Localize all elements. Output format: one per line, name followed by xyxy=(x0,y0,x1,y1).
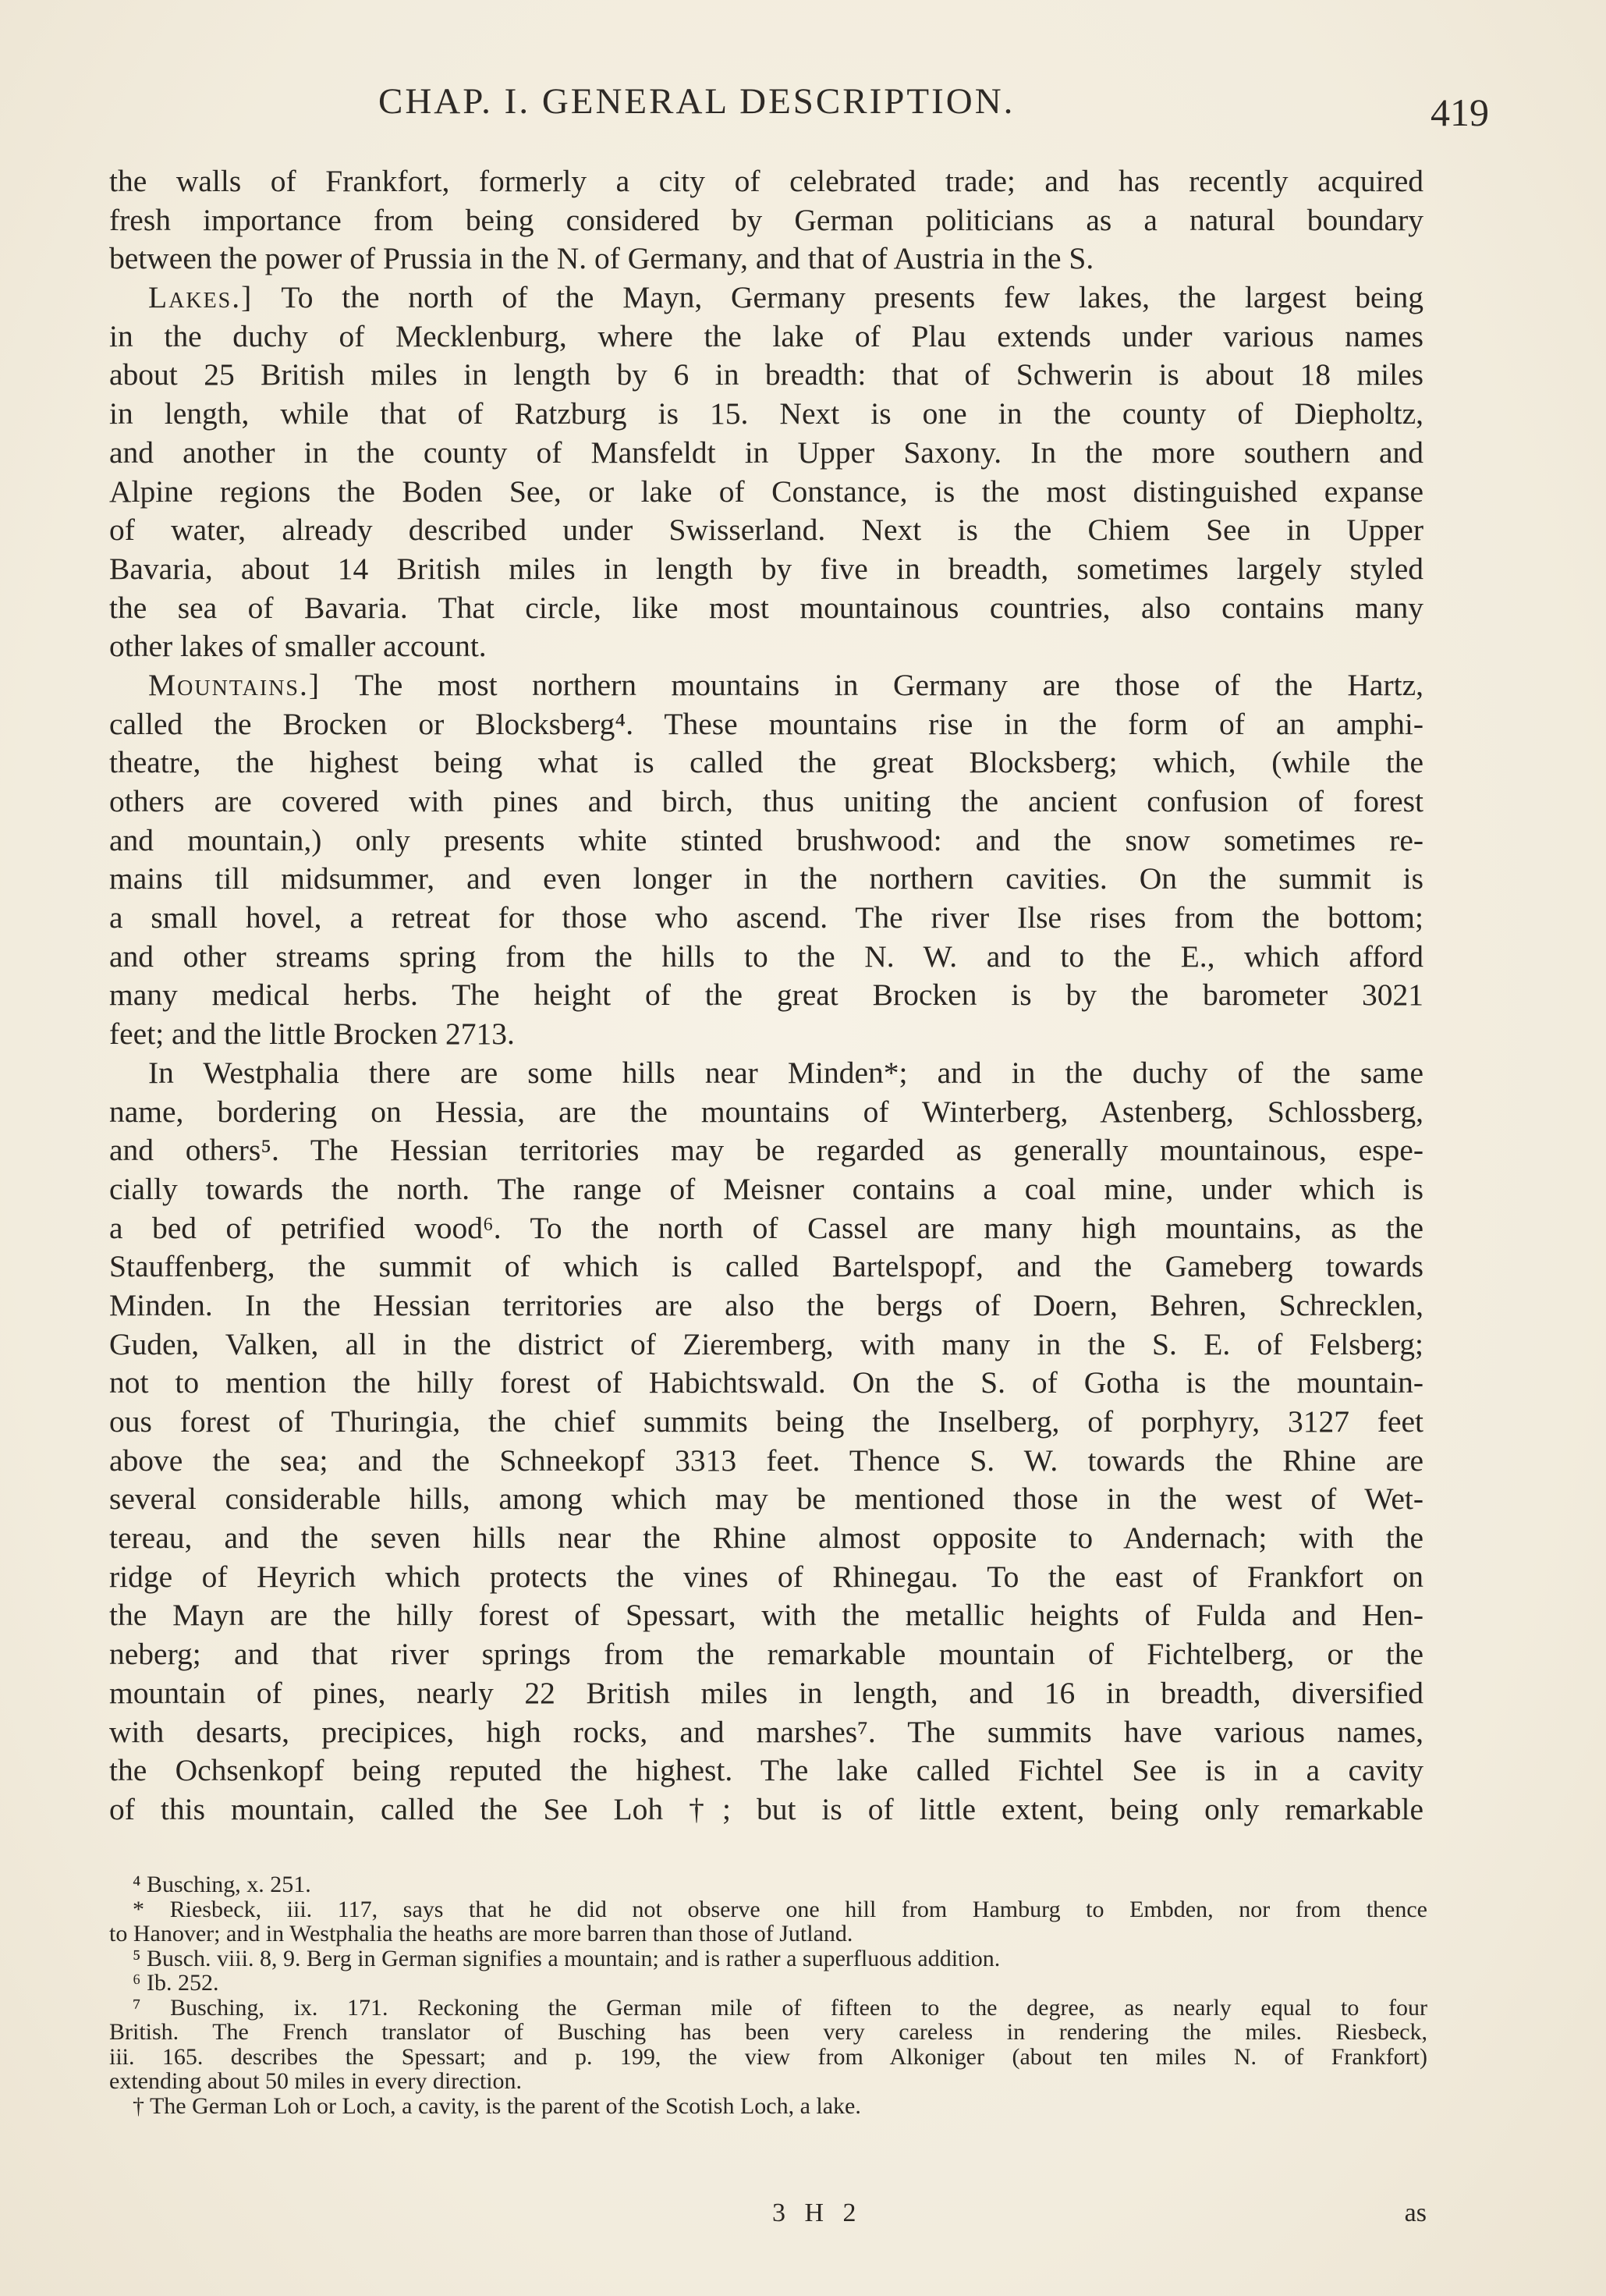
text-line: about 25 British miles in length by 6 in breadth: that of Schwerin is about 18 miles xyxy=(109,357,1423,392)
footnotes xyxy=(109,1872,1427,2118)
footnote-line: to Hanover; and in Westphalia the heaths are more barren than those of Jutland. xyxy=(109,1921,853,1946)
signature-mark: 3 H 2 xyxy=(772,2198,863,2227)
text-line: between the power of Prussia in the N. of Germany, and that of Austria in the S. xyxy=(109,241,1094,276)
text-line: others are covered with pines and birch, thus uniting the ancient confusion of forest xyxy=(109,784,1423,818)
footnote-line: * Riesbeck, iii. 117, says that he did not observe one hill from Hamburg to Embden, nor from thence xyxy=(133,1896,1427,1922)
running-head: CHAP. I. GENERAL DESCRIPTION. xyxy=(378,81,1016,122)
text-line: fresh importance from being considered by German politicians as a natural boundary xyxy=(109,202,1423,237)
text-line: the Mayn are the hilly forest of Spessart, with the metallic heights of Fulda and Hen- xyxy=(109,1598,1423,1633)
text-line: In Westphalia there are some hills near Minden*; and in the duchy of the same xyxy=(148,1055,1423,1090)
text-line xyxy=(109,666,1423,705)
text-line: Minden. In the Hessian territories are also the bergs of Doern, Behren, Schrecklen, xyxy=(109,1287,1423,1322)
paragraph-mountains xyxy=(109,666,1423,1054)
text-line: many medical herbs. The height of the great Brocken is by the barometer 3021 xyxy=(109,978,1423,1013)
text-line: called the Brocken or Blocksberg⁴. These mountains rise in the form of an amphi- xyxy=(109,706,1423,741)
text-line: in length, while that of Ratzburg is 15. Next is one in the county of Diepholtz, xyxy=(109,396,1423,431)
text-line: ous forest of Thuringia, the chief summits being the Inselberg, of porphyry, 3127 feet xyxy=(109,1404,1423,1439)
footnote-line: ⁶ Ib. 252. xyxy=(133,1970,219,1996)
paragraph xyxy=(109,162,1423,279)
text-span: The most northern mountains in Germany are those of the Hartz, xyxy=(354,667,1423,702)
footnote-line: extending about 50 miles in every direction. xyxy=(109,2068,523,2094)
body-text xyxy=(109,162,1423,1829)
paragraph-westphalia xyxy=(109,1054,1423,1829)
section-label-mountains: Mountains.] xyxy=(148,667,321,702)
text-line: neberg; and that river springs from the remarkable mountain of Fichtelberg, or the xyxy=(109,1637,1423,1672)
text-line: a bed of petrified wood⁶. To the north of Cassel are many high mountains, as the xyxy=(109,1210,1423,1245)
text-line: not to mention the hilly forest of Habichtswald. On the S. of Gotha is the mountain- xyxy=(109,1365,1423,1400)
text-span: To the north of the Mayn, Germany presents few lakes, the largest being xyxy=(281,280,1423,315)
text-line: Stauffenberg, the summit of which is called Bartelspopf, and the Gameberg towards xyxy=(109,1249,1423,1284)
page-number: 419 xyxy=(1431,90,1489,134)
text-line: mains till midsummer, and even longer in the northern cavities. On the summit is xyxy=(109,861,1423,896)
footnote-line: † The German Loh or Loch, a cavity, is the parent of the Scotish Loch, a lake. xyxy=(133,2092,861,2119)
text-line: Guden, Valken, all in the district of Zieremberg, with many in the S. E. of Felsberg; xyxy=(109,1326,1423,1361)
text-line: ridge of Heyrich which protects the vines of Rhinegau. To the east of Frankfort on xyxy=(109,1559,1423,1594)
page-header xyxy=(109,74,1497,134)
text-line: of this mountain, called the See Loh †; but is of little extent, being only remarkable xyxy=(109,1791,1423,1826)
text-line: of water, already described under Swisserland. Next is the Chiem See in Upper xyxy=(109,513,1423,548)
footnote-line: ⁴ Busching, x. 251. xyxy=(133,1872,311,1897)
text-line: cially towards the north. The range of Meisner contains a coal mine, under which is xyxy=(109,1171,1423,1206)
text-line: a small hovel, a retreat for those who ascend. The river Ilse rises from the bottom; xyxy=(109,900,1423,935)
footnote-line: British. The French translator of Busching has been very careless in rendering the miles. Riesbeck, xyxy=(109,2019,1427,2045)
catchword: as xyxy=(1404,2198,1427,2227)
text-line: with desarts, precipices, high rocks, and marshes⁷. The summits have various names, xyxy=(109,1714,1423,1749)
text-line: the sea of Bavaria. That circle, like most mountainous countries, also contains many xyxy=(109,590,1423,625)
text-line: tereau, and the seven hills near the Rhine almost opposite to Andernach; with the xyxy=(109,1521,1423,1556)
text-line: Bavaria, about 14 British miles in length by five in breadth, sometimes largely styled xyxy=(109,551,1423,586)
paragraph-lakes xyxy=(109,279,1423,666)
text-line: and mountain,) only presents white stinted brushwood: and the snow sometimes re- xyxy=(109,822,1423,857)
text-line: name, bordering on Hessia, are the mountains of Winterberg, Astenberg, Schlossberg, xyxy=(109,1094,1423,1129)
text-line: feet; and the little Brocken 2713. xyxy=(109,1017,515,1052)
text-line xyxy=(109,279,1423,318)
text-line: the walls of Frankfort, formerly a city of celebrated trade; and has recently acquired xyxy=(109,164,1423,198)
section-label-lakes: Lakes.] xyxy=(148,280,253,315)
text-line: in the duchy of Mecklenburg, where the lake of Plau extends under various names xyxy=(109,318,1423,353)
text-line: Alpine regions the Boden See, or lake of Constance, is the most distinguished expanse xyxy=(109,474,1423,509)
footnote-line: iii. 165. describes the Spessart; and p. 199, the view from Alkoniger (about ten miles N. of Frankfort) xyxy=(109,2043,1427,2070)
text-line: mountain of pines, nearly 22 British miles in length, and 16 in breadth, diversified xyxy=(109,1675,1423,1710)
text-line: above the sea; and the Schneekopf 3313 feet. Thence S. W. towards the Rhine are xyxy=(109,1443,1423,1478)
footnote-line: ⁵ Busch. viii. 8, 9. Berg in German signifies a mountain; and is rather a superfluous addition. xyxy=(133,1945,1001,1971)
text-line: theatre, the highest being what is called the great Blocksberg; which, (while the xyxy=(109,745,1423,780)
text-line: and another in the county of Mansfeldt in Upper Saxony. In the more southern and xyxy=(109,435,1423,470)
text-line: the Ochsenkopf being reputed the highest. The lake called Fichtel See is in a cavity xyxy=(109,1753,1423,1788)
text-line: and others⁵. The Hessian territories may be regarded as generally mountainous, espe- xyxy=(109,1133,1423,1168)
footnote-line: ⁷ Busching, ix. 171. Reckoning the German mile of fifteen to the degree, as nearly equal to four xyxy=(133,1994,1427,2021)
text-line: and other streams spring from the hills to the N. W. and to the E., which afford xyxy=(109,939,1423,974)
text-line: other lakes of smaller account. xyxy=(109,629,487,664)
text-line: several considerable hills, among which may be mentioned those in the west of Wet- xyxy=(109,1482,1423,1517)
